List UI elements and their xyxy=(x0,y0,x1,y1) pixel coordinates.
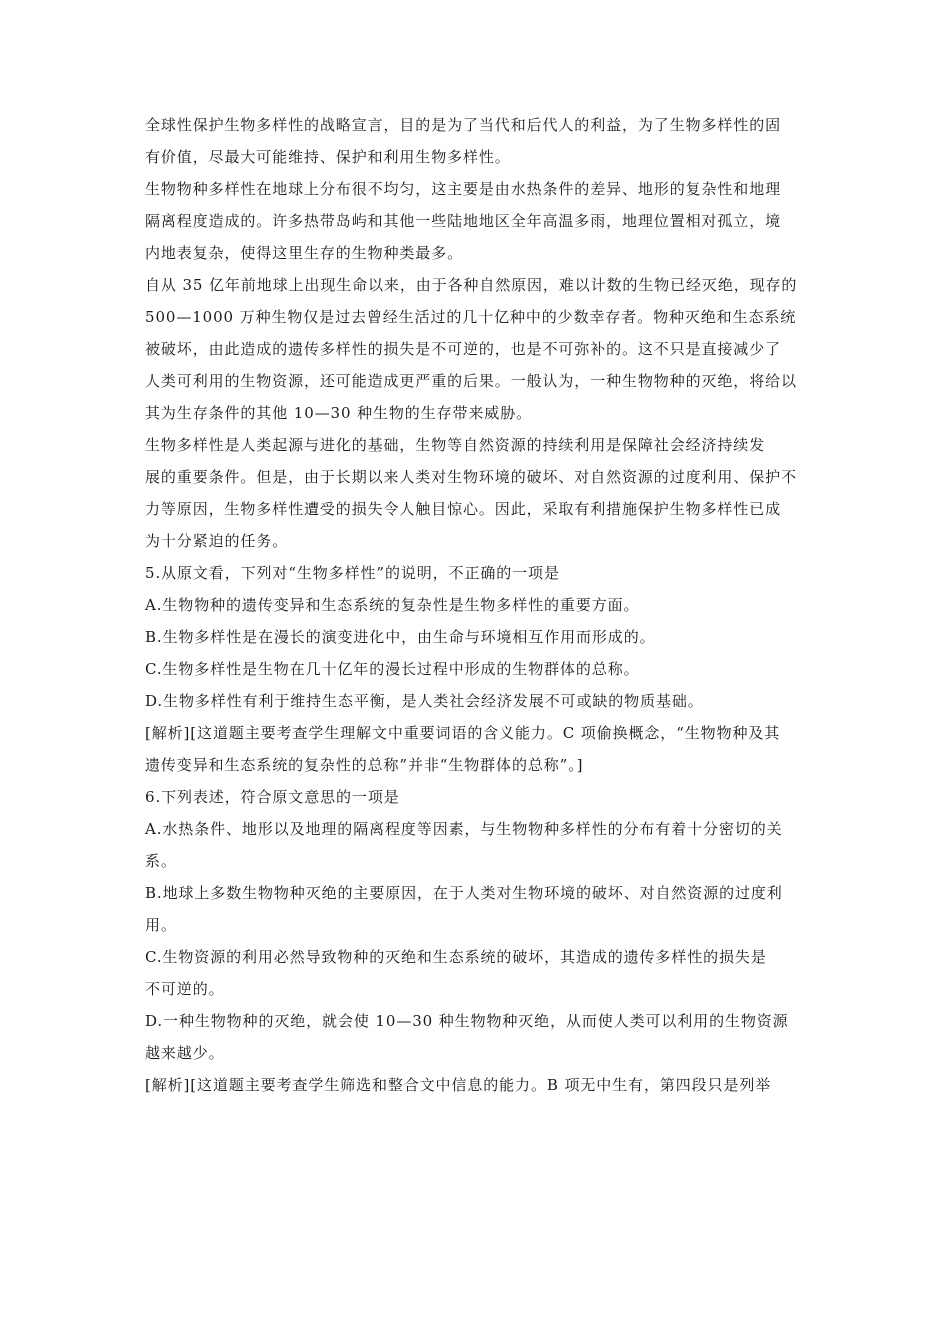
text-line: D.生物多样性有利于维持生态平衡，是人类社会经济发展不可或缺的物质基础。 xyxy=(145,692,704,710)
text-line: 有价值，尽最大可能维持、保护和利用生物多样性。 xyxy=(145,148,511,166)
text-line: 越来越少。 xyxy=(145,1044,225,1062)
text-line: 6.下列表述，符合原文意思的一项是 xyxy=(145,788,400,806)
text-line: [解析][这道题主要考查学生筛选和整合文中信息的能力。B 项无中生有，第四段只是列举 xyxy=(145,1076,772,1094)
text-line: 力等原因，生物多样性遭受的损失令人触目惊心。因此，采取有利措施保护生物多样性已成 xyxy=(145,500,782,518)
text-line: 展的重要条件。但是，由于长期以来人类对生物环境的破坏、对自然资源的过度利用、保护不 xyxy=(145,468,797,486)
text-line: B.地球上多数生物物种灭绝的主要原因，在于人类对生物环境的破坏、对自然资源的过度利 xyxy=(145,884,783,902)
text-line: B.生物多样性是在漫长的演变进化中，由生命与环境相互作用而形成的。 xyxy=(145,628,656,646)
text-line: 生物多样性是人类起源与进化的基础，生物等自然资源的持续利用是保障社会经济持续发 xyxy=(145,436,766,454)
text-line: A.水热条件、地形以及地理的隔离程度等因素，与生物物种多样性的分布有着十分密切的关 xyxy=(145,820,783,838)
text-line: D.一种生物物种的灭绝，就会使 10—30 种生物物种灭绝，从而使人类可以利用的生物资源 xyxy=(145,1012,789,1030)
text-line: 500—1000 万种生物仅是过去曾经生活过的几十亿种中的少数幸存者。物种灭绝和生态系统 xyxy=(145,308,797,326)
text-line: 系。 xyxy=(145,852,177,870)
document-page xyxy=(145,112,810,1104)
text-line: 不可逆的。 xyxy=(145,980,225,998)
text-line: 被破坏，由此造成的遗传多样性的损失是不可逆的，也是不可弥补的。这不只是直接减少了 xyxy=(145,340,782,358)
text-line: 遗传变异和生态系统的复杂性的总称”并非“生物群体的总称”。] xyxy=(145,756,584,774)
text-line: C.生物资源的利用必然导致物种的灭绝和生态系统的破坏，其造成的遗传多样性的损失是 xyxy=(145,948,767,966)
text-line: 隔离程度造成的。许多热带岛屿和其他一些陆地地区全年高温多雨，地理位置相对孤立，境 xyxy=(145,212,782,230)
text-line: 用。 xyxy=(145,916,177,934)
text-line: 为十分紧迫的任务。 xyxy=(145,532,289,550)
text-line: A.生物物种的遗传变异和生态系统的复杂性是生物多样性的重要方面。 xyxy=(145,596,640,614)
text-line: 内地表复杂，使得这里生存的生物种类最多。 xyxy=(145,244,464,262)
text-line: 人类可利用的生物资源，还可能造成更严重的后果。一般认为，一种生物物种的灭绝，将给以 xyxy=(145,372,797,390)
text-line: 其为生存条件的其他 10—30 种生物的生存带来威胁。 xyxy=(145,404,533,422)
text-line: [解析][这道题主要考查学生理解文中重要词语的含义能力。C 项偷换概念，“生物物种及其 xyxy=(145,724,781,742)
text-line: 5.从原文看，下列对“生物多样性”的说明，不正确的一项是 xyxy=(145,564,560,582)
text-line: 自从 35 亿年前地球上出现生命以来，由于各种自然原因，难以计数的生物已经灭绝，现存的 xyxy=(145,276,798,294)
text-line: 生物物种多样性在地球上分布很不均匀，这主要是由水热条件的差异、地形的复杂性和地理 xyxy=(145,180,782,198)
text-line: C.生物多样性是生物在几十亿年的漫长过程中形成的生物群体的总称。 xyxy=(145,660,640,678)
text-line: 全球性保护生物多样性的战略宣言，目的是为了当代和后代人的利益，为了生物多样性的固 xyxy=(145,116,782,134)
